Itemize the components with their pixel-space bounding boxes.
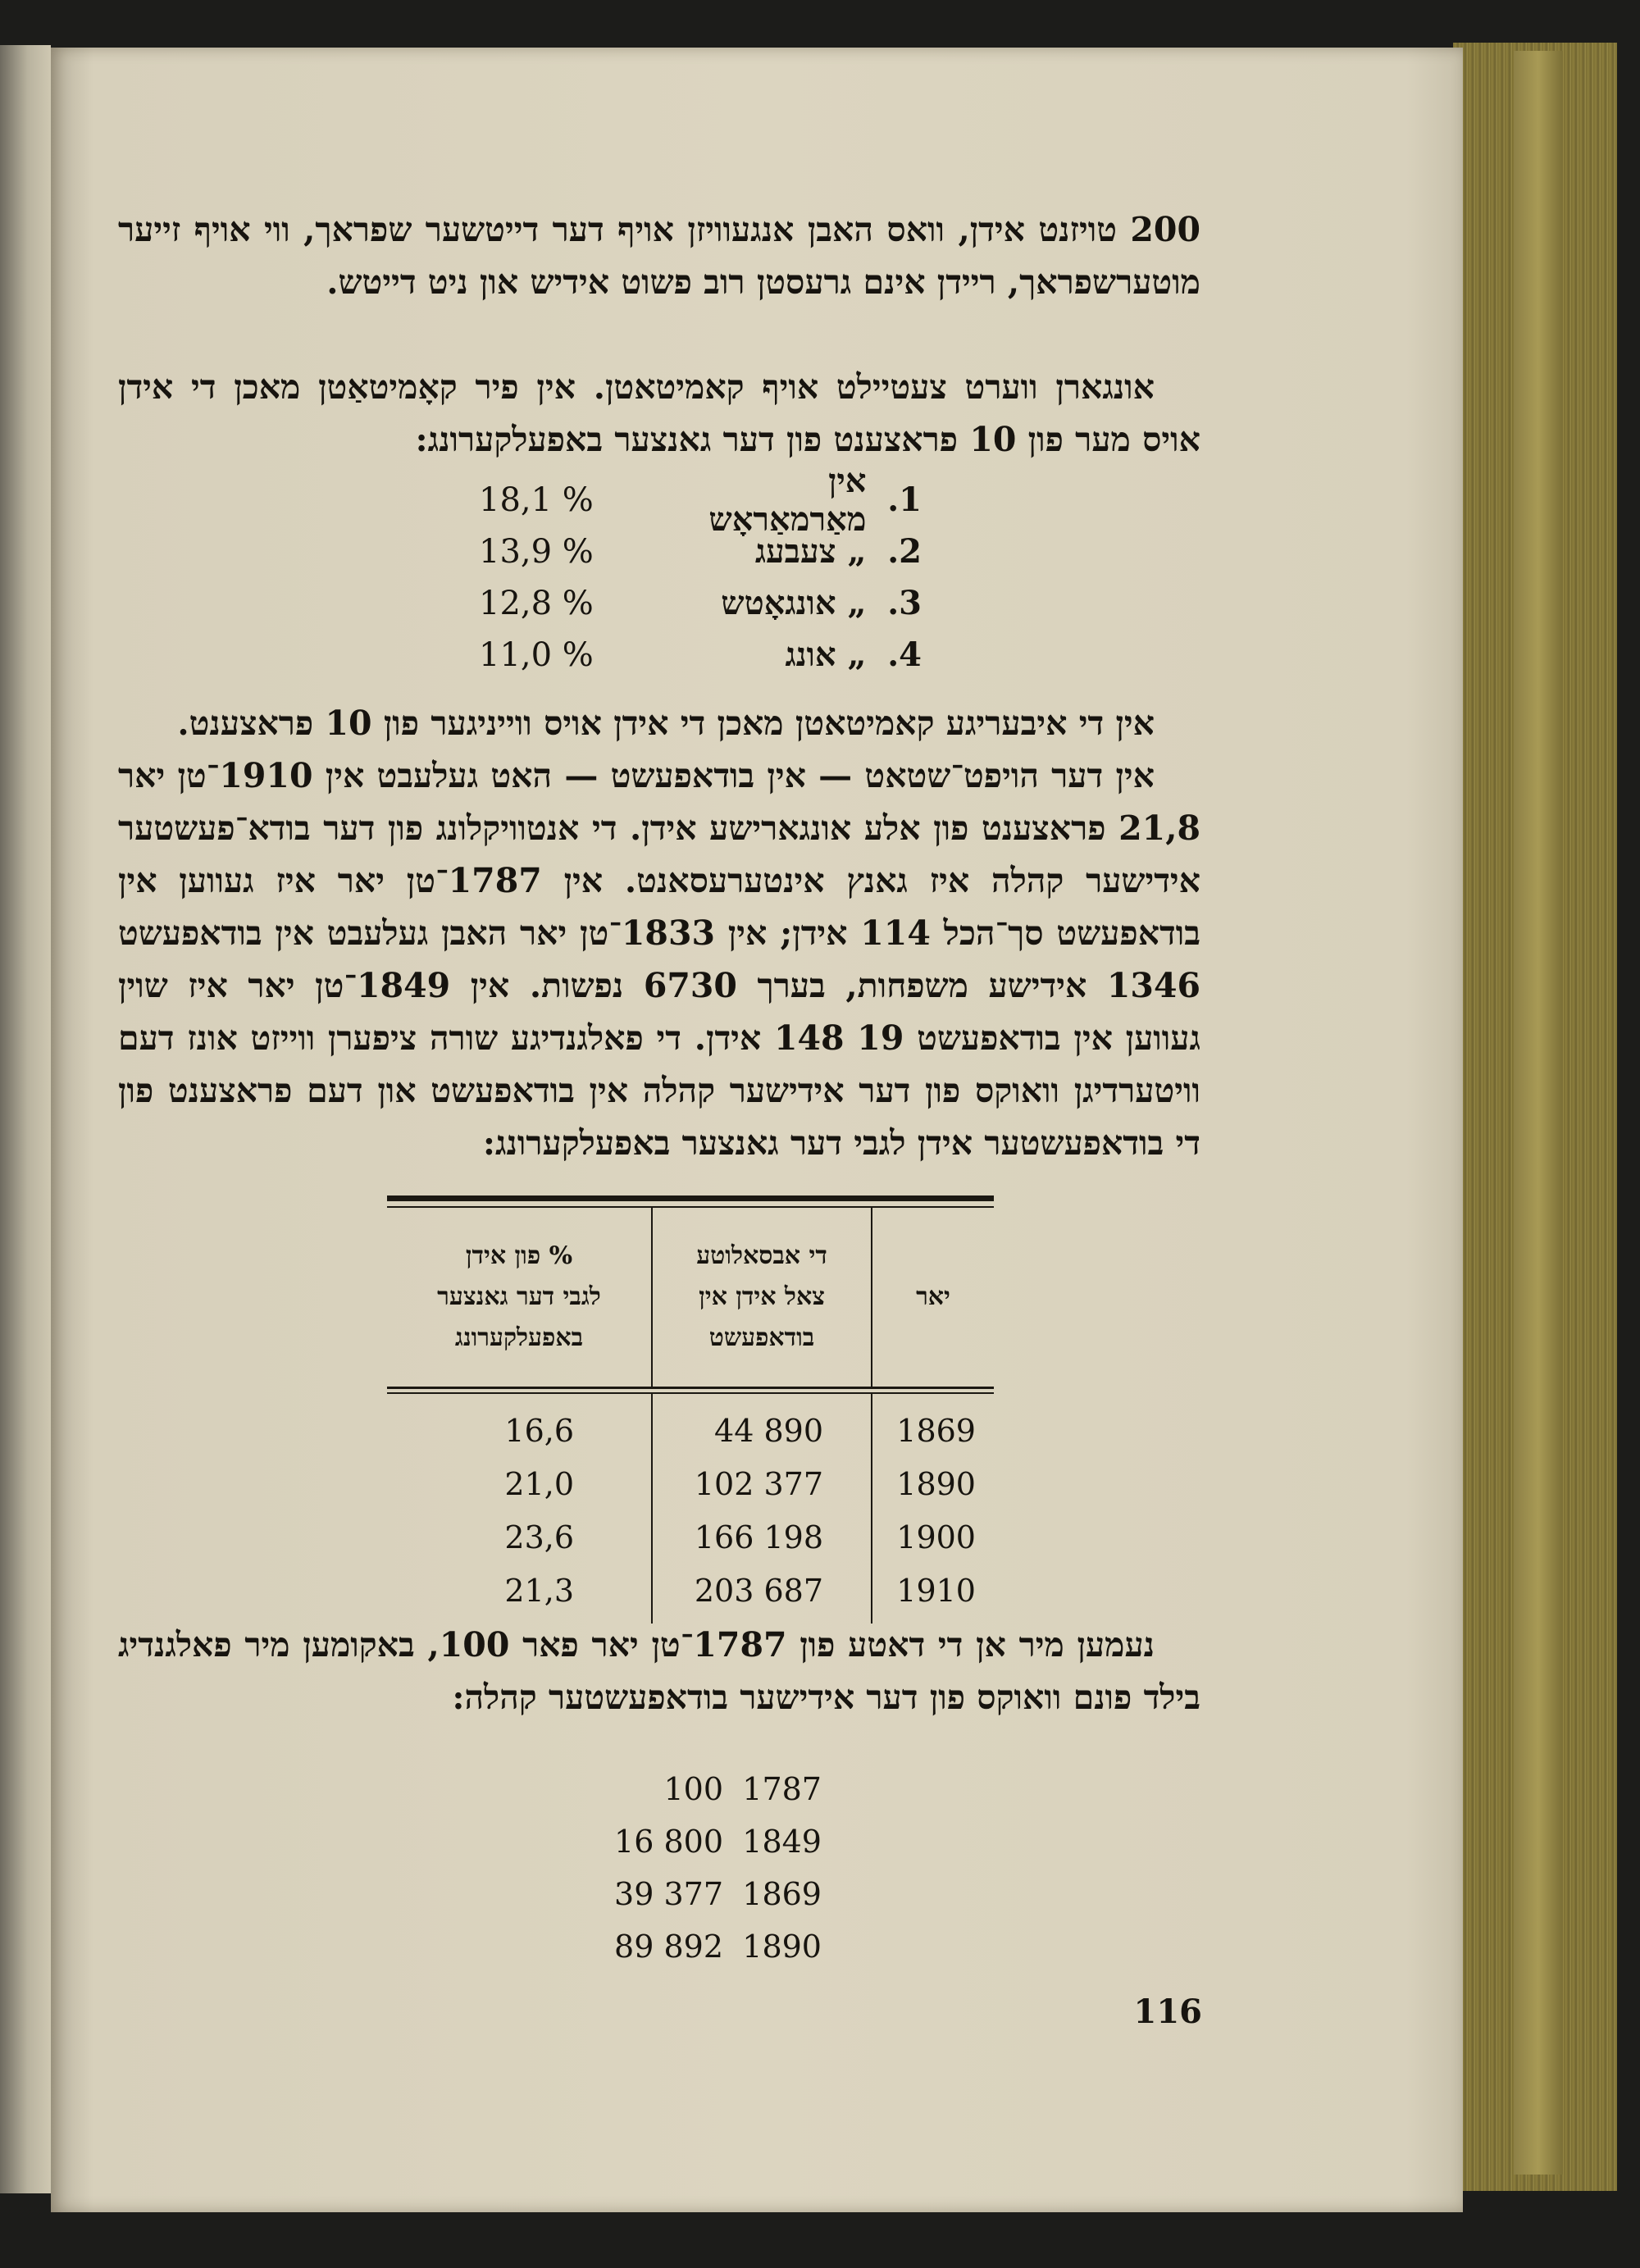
growth-value: 16 800 <box>614 1824 723 1860</box>
list-item-percent: 13,9 % <box>479 532 594 571</box>
growth-year: 1890 <box>742 1929 822 1965</box>
list-item <box>462 461 922 539</box>
list-item-percent: 18,1 % <box>479 480 594 519</box>
header-percent-line: באפעלקערונג <box>454 1323 584 1352</box>
table-cell-year: 1890 <box>896 1465 976 1502</box>
list-item-name: „ צעבעג <box>754 532 867 571</box>
header-percent <box>387 1208 651 1387</box>
list-item-percent: 11,0 % <box>479 635 594 674</box>
growth-value: 39 377 <box>614 1876 723 1912</box>
growth-row <box>584 1868 879 1920</box>
growth-value: 100 <box>663 1771 723 1807</box>
table-cell-absolute: 44 890 <box>714 1412 823 1449</box>
table-cell-percent: 23,6 <box>504 1519 574 1555</box>
column-percent <box>387 1394 651 1624</box>
paragraph-2: אונגארן ווערט צעטיילט אויף קאמיטאטן. אין פיר קאָמיטאַטן מאכן די אידן אויס מער פון 10 פראצענט פון דער גאנצער באפעלקערונג: <box>118 367 1200 459</box>
paragraph-5: נעמען מיר אן די דאטע פון 1787־טן יאר פאר 100, באקומען מיר פאלגנדיג בילד פונם וואוקס פון דער אידישער בודאפעשטער קהלה: <box>118 1625 1200 1717</box>
table-header-rule <box>387 1387 994 1389</box>
paragraph-1: 200 טויזנט אידן, וואס האבן אנגעוויזן אויף דער דייטשער שפראך, ווי אויף זייער מוטערשפראך, ריידן אינם גרעסטן רוב פשוט אידיש און ניט דייטש. <box>118 210 1200 302</box>
list-item-name: „ אונג <box>785 635 867 674</box>
column-absolute <box>651 1394 872 1624</box>
header-absolute-line: די אבסאלוטע <box>696 1241 827 1270</box>
growth-value: 89 892 <box>614 1929 723 1965</box>
header-percent-line: % פון אידן <box>465 1241 573 1270</box>
table-body <box>387 1394 994 1624</box>
book-page <box>51 48 1463 2212</box>
list-item-percent: 12,8 % <box>479 584 594 622</box>
header-absolute <box>651 1208 872 1387</box>
growth-row <box>584 1815 879 1868</box>
header-percent-line: לגבי דער גאנצער <box>437 1282 601 1311</box>
left-page-edge <box>0 45 51 2193</box>
table-cell-year: 1910 <box>896 1572 976 1609</box>
column-year <box>872 1394 994 1624</box>
growth-year: 1849 <box>742 1824 822 1860</box>
header-year: יאר <box>916 1282 950 1311</box>
list-item-number: 3. <box>887 584 922 622</box>
table-cell-percent: 21,0 <box>504 1465 574 1502</box>
header-absolute-line: צאל אידן אין <box>699 1282 825 1311</box>
table-cell-absolute: 203 687 <box>694 1572 823 1609</box>
table-cell-absolute: 102 377 <box>694 1465 823 1502</box>
list-item <box>462 629 922 681</box>
growth-year: 1869 <box>742 1876 822 1912</box>
paragraph-4: אין דער הויפט־שטאט — אין בודאפעשט — האט געלעבט אין 1910־טן יאר 21,8 פראצענט פון אלע אונגארישע אידן. די אנטוויקלונג פון דער בודא־פעשטער אידישער קהלה איז גאנץ אינטערעסאנט. אין 1787־טן יאר איז געווען אין בודאפעשט סך־הכל 114 אידן; אין 1833־טן יאר האבן געלעבט אין בודאפעשט 1346 אידישע משפחות, בערך 6730 נפשות. אין 1849־טן יאר איז שוין געווען אין בודאפעשט 19 148 אידן. די פאלגנדיגע שורה ציפערן ווייזט אונז דעם וויטערדיגן וואוקס פון דער אידישער קהלה אין בודאפעשט און דעם פראצענט פון די בודאפעשטער אידן לגבי דער גאנצער באפעלקערונג: <box>118 756 1201 1163</box>
growth-row <box>584 1763 879 1815</box>
table-header <box>387 1208 994 1387</box>
table-cell-percent: 21,3 <box>504 1572 574 1609</box>
list-item-number: 2. <box>887 532 922 571</box>
header-absolute-line: בודאפעשט <box>708 1323 815 1352</box>
table-top-rule <box>387 1195 994 1201</box>
paragraph-3: אין די איבעריגע קאמיטאטן מאכן די אידן אויס ווייניגער פון 10 פראצענט. <box>177 704 1155 743</box>
growth-year: 1787 <box>742 1771 822 1807</box>
list-item-number: 4. <box>887 635 922 674</box>
table-cell-year: 1869 <box>896 1412 976 1449</box>
table-cell-absolute: 166 198 <box>694 1519 823 1555</box>
list-item-name: „ אונגאָטש <box>721 584 867 622</box>
list-item-name: אין מאַרמאַראָש <box>708 461 867 539</box>
table-cell-year: 1900 <box>896 1519 976 1555</box>
growth-row <box>584 1920 879 1973</box>
growth-index-list <box>584 1763 879 1973</box>
budapest-jews-table <box>387 1195 994 1624</box>
list-item <box>462 526 922 577</box>
list-item <box>462 577 922 629</box>
page-block-edges-inner <box>1514 51 1563 2175</box>
list-item-number: 1. <box>887 480 922 519</box>
county-list <box>462 461 922 681</box>
table-cell-percent: 16,6 <box>504 1412 574 1449</box>
page-number: 116 <box>1133 1992 1202 2031</box>
